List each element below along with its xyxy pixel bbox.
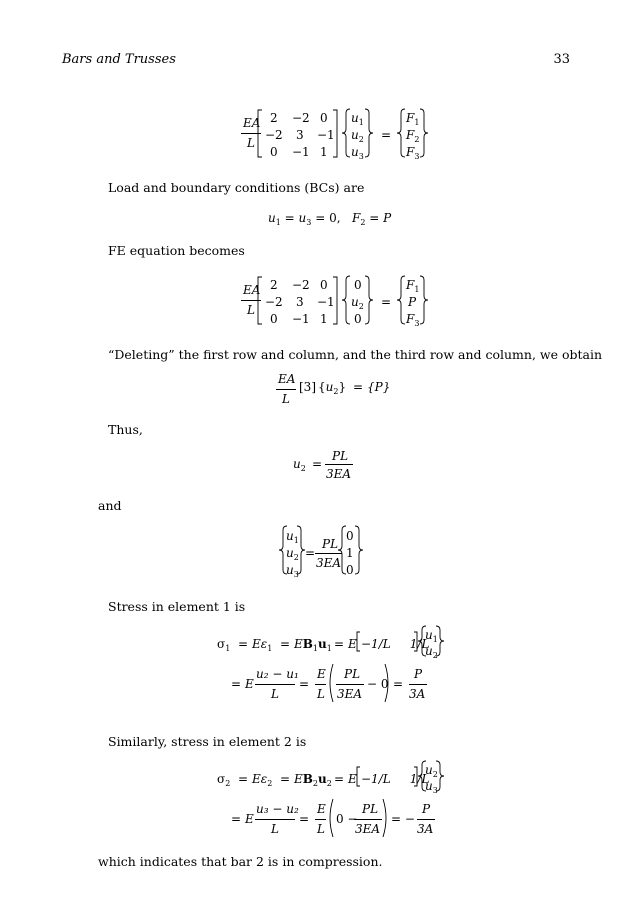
paragraph-loads: Load and boundary conditions (BCs) are xyxy=(108,180,365,195)
m11: 2 xyxy=(270,111,278,125)
paren-2 xyxy=(0,0,1,1)
m23: −1 xyxy=(317,128,335,142)
coef-denominator: L xyxy=(247,136,255,150)
coef-numerator: EA xyxy=(243,116,261,130)
paragraph-fe: FE equation becomes xyxy=(108,243,245,258)
running-header-title: Bars and Trusses xyxy=(62,52,176,67)
page-number: 33 xyxy=(553,52,570,67)
paragraph-similar: Similarly, stress in element 2 is xyxy=(108,734,307,749)
m33: 1 xyxy=(320,145,328,159)
m22: 3 xyxy=(296,128,304,142)
m12: −2 xyxy=(292,111,310,125)
m21: −2 xyxy=(265,128,283,142)
paragraph-deleting: “Deleting” the first row and column, and the third row and column, we obtain xyxy=(108,347,603,362)
paragraph-and: and xyxy=(98,498,122,513)
paragraph-conclusion: which indicates that bar 2 is in compression. xyxy=(98,854,383,869)
paragraph-stress1: Stress in element 1 is xyxy=(108,599,246,614)
paragraph-thus: Thus, xyxy=(108,422,143,437)
m32: −1 xyxy=(292,145,310,159)
equation-bcs: $u_1 = u_3 = 0$, $F_2 = P$ xyxy=(268,211,392,227)
m31: 0 xyxy=(270,145,278,159)
m13: 0 xyxy=(320,111,328,125)
